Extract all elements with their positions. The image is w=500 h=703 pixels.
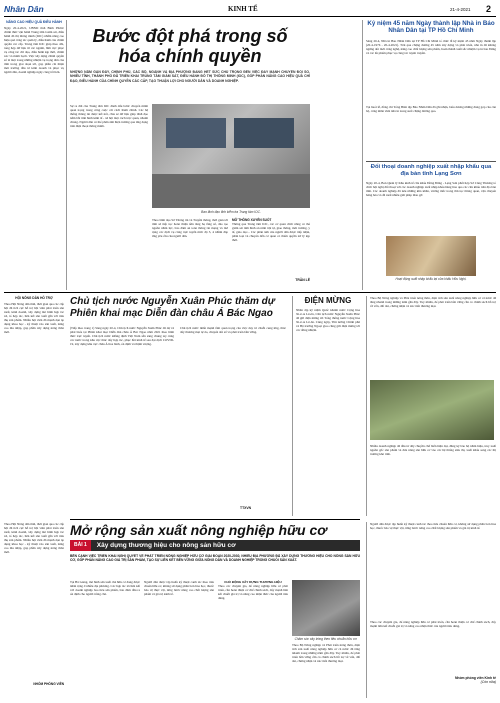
right-box-1-body-2: Tại buổi lễ, đồng chí Tổng Biên tập Báo Nhân Dân đã ghi nhận, biểu dương những đóng góp của cán bộ, công nhân viên nhà in trong suốt chặng đường qua.: [366, 104, 496, 113]
photo-desk: [152, 174, 310, 208]
left-brief: [4, 20, 64, 290]
congrats-title: ĐIỆN MỪNG: [304, 296, 352, 305]
right-box-1-body: Sáng 20-4, Nhà in Báo Nhân Dân tại TP Hồ Chí Minh tổ chức lễ kỷ niệm 45 năm Ngày thành lập (20-4-1976 - 20-4-2021). Trải qua chặng đường 45 năm xây dựng và phát triển, nhà in đã không ngừng đổi mới công nghệ, nâng cao chất lượng sản phẩm, hoàn thành xuất sắc nhiệm vụ in báo Đảng và các ấn phẩm phục vụ công tác tuyên truyền.: [366, 38, 496, 55]
middle-story: [70, 296, 286, 516]
middle-section-rule: [4, 292, 496, 293]
middle-story-body: (Tiếp theo trang 1) Sáng ngày 20-4, Chủ tịch nước Nguyễn Xuân Phúc đã dự và phát biểu tại Phiên khai mạc Diễn đàn châu Á Bác Ngao năm 2021 theo hình thức trực tuyến. Chủ tịch nước khẳng định Việt Nam sẵn sàng chung tay cùng các nước trong khu vực thúc đẩy hợp tác, phục hồi kinh tế sau đại dịch COVID-19, xây dựng khu vực châu Á hòa bình, ổn định và thịnh vượng.: [70, 326, 174, 346]
bottom-story-col3-block: [218, 580, 288, 698]
right-box-1: [366, 20, 496, 160]
masthead: [4, 4, 496, 16]
top-story-col3-block: [232, 218, 310, 290]
second-left-brief: [4, 296, 64, 516]
top-story-headline: Bước đột phá trong số hóa chính quyền: [92, 26, 288, 66]
masthead-page-number: 2: [486, 4, 492, 14]
bottom-right-column: [366, 522, 496, 698]
congrats-body: Nhân dịp kỷ niệm Quốc khánh nước Cộng hòa Xi-ê-ra Lê-ôn, Chủ tịch nước Nguyễn Xuân Phúc đã gửi điện mừng tới Tổng thống nước Cộng hòa Xi-ê-ra Lê-ôn. Cùng ngày, Thủ tướng Chính phủ và Bộ trưởng Ngoại giao cũng gửi điện mừng tới các đồng nhiệm.: [296, 308, 360, 332]
right-lower-column: [366, 296, 496, 516]
top-story-photo: [152, 104, 310, 208]
left-brief-kicker: NĂNG CAO HIỆU QUẢ ĐIỀU HÀNH: [6, 20, 62, 24]
bottom-left-kicker: NHÓM PHÓNG VIÊN: [33, 682, 64, 686]
top-story-photo-caption: Ban lãnh đạo tỉnh kiểm tra Trung tâm IOC.: [201, 210, 261, 214]
bottom-story-subtitle: Xây dựng thương hiệu cho nông sản hữu cơ: [96, 542, 236, 549]
second-left-kicker: HỘI NÔNG DÂN HỖ TRỢ: [15, 296, 53, 300]
right-lower-body-2: Nhiều doanh nghiệp đã đầu tư dây chuyền chế biến hiện đại, đăng ký bảo hộ nhãn hiệu, truy xuất nguồn gốc sản phẩm và đưa nông sản hữu cơ vào các hệ thống siêu thị, xuất khẩu sang các thị trường khó tính.: [370, 444, 496, 456]
photo-screen-panel-2: [234, 118, 294, 148]
bottom-story-author: Nhóm phóng viên Kinh tế: [454, 676, 496, 680]
top-story-col3: Thông qua Trung tâm IOC, các cơ quan chức năng có thể giám sát tình hình an ninh trật tự, giao thông, môi trường, y tế, giáo dục... Các phản ánh của người dân được tiếp nhận, phân loại và chuyển đến cơ quan có thẩm quyền xử lý kịp thời.: [232, 222, 310, 242]
bottom-story-col4: Theo Bộ Nông nghiệp và Phát triển nông thôn, diện tích sản xuất nông nghiệp hữu cơ cả nước đã tăng nhanh trong những năm gần đây. Tuy nhiên, để phát triển bền vững cần có chính sách hỗ trợ về vốn, đất đai, chứng nhận và xúc tiến thương mại.: [292, 643, 360, 663]
right-box-2-photo-caption: Hoạt động xuất nhập khẩu tại cửa khẩu Hữu Nghị.: [395, 277, 467, 281]
top-story-lead: NHỮNG NĂM GẦN ĐÂY, CHÍNH PHỦ, CÁC BỘ, NGÀNH VÀ ĐỊA PHƯƠNG ĐANG HẾT SỨC CHÚ TRỌNG ĐẾN VIỆC ĐẨY MẠNH CHUYỂN ĐỔI SỐ. NHIỀU TỈNH, THÀNH PHỐ ĐÃ TRIỂN KHAI TRUNG TÂM GIÁM SÁT, ĐIỀU HÀNH ĐÔ THỊ THÔNG MINH (IOC), GÓP PHẦN NÂNG CAO HIỆU QUẢ CHỈ ĐẠO, ĐIỀU HÀNH CỦA CHÍNH QUYỀN CÁC CẤP, TẠO THUẬN LỢI CHO NGƯỜI DÂN VÀ DOANH NGHIỆP.: [70, 70, 310, 83]
top-story-col2: Theo lãnh đạo Sở Thông tin và Truyền thông, thời gian tới tỉnh sẽ tiếp tục hoàn thiện nền tảng hạ tầng số, đào tạo nguồn nhân lực, bảo đảm an toàn thông tin mạng và mở rộng các dịch vụ công trực tuyến mức độ 3, 4 nhằm đáp ứng yêu cầu của người dân.: [152, 218, 228, 238]
left-brief-body: Ngày 20-4-2021, UBND tỉnh Bình Phước chính thức vận hành Trung tâm Giám sát, điều hành đô thị thông minh (IOC) nhằm nâng cao hiệu quả công tác quản lý, điều hành của chính quyền các cấp. Trung tâm IOC giúp theo dõi, tổng hợp dữ liệu từ các ngành, lĩnh vực phục vụ công tác chỉ đạo, điều hành kịp thời, chính xác và minh bạch. Việc xây dựng chính quyền số là một trong những nhiệm vụ trọng tâm của tỉnh trong giai đoạn tới, góp phần cải thiện môi trường đầu tư kinh doanh và phục vụ người dân, doanh nghiệp ngày càng tốt hơn.: [4, 26, 64, 74]
bottom-story-lead: BÊN CẠNH VIỆC TRIỂN KHAI NGHỊ QUYẾT VỀ PHÁT TRIỂN NÔNG NGHIỆP HỮU CƠ GIAI ĐOẠN 2020-2030, NHIỀU ĐỊA PHƯƠNG ĐÃ XÂY DỰNG THƯƠNG HIỆU CHO NÔNG SẢN HỮU CƠ, GÓP PHẦN NÂNG CAO GIÁ TRỊ SẢN PHẨM, TẠO SỰ LIÊN KẾT BỀN VỮNG GIỮA NÔNG DÂN VÀ DOANH NGHIỆP TRONG CHUỖI SẢN XUẤT.: [70, 554, 360, 563]
bottom-left-column: [4, 522, 64, 698]
right-lower-body: Theo Bộ Nông nghiệp và Phát triển nông thôn, diện tích sản xuất nông nghiệp hữu cơ cả nước đã tăng nhanh trong những năm gần đây. Tuy nhiên, để phát triển bền vững cần có chính sách hỗ trợ về vốn, đất đai, chứng nhận và xúc tiến thương mại.: [370, 296, 496, 308]
bottom-story-subhead: CHỦ ĐỘNG XÂY DỰNG THƯƠNG HIỆU: [224, 580, 282, 584]
right-sidebar-divider: [362, 20, 363, 290]
right-box-2-title: Đối thoại doanh nghiệp xuất nhập khẩu qua địa bàn tỉnh Lạng Sơn: [370, 164, 492, 177]
right-box-1-title: Kỷ niệm 45 năm Ngày thành lập Nhà in Báo Nhân Dân tại TP Hồ Chí Minh: [367, 20, 495, 35]
top-story-col1: Sự ra đời của Trung tâm IOC đánh dấu bước chuyển mình quan trọng trong công cuộc cải cách hành chính. Các hệ thống thông tin được kết nối, chia sẻ dữ liệu giúp lãnh đạo nắm bắt tình hình kinh tế - xã hội một cách trực quan, nhanh chóng. Người dân có thể phản ánh hiện trường qua ứng dụng trên điện thoại thông minh.: [70, 104, 148, 128]
bottom-story-photo-block: [292, 580, 360, 698]
bottom-story-part-band: [70, 540, 360, 551]
bottom-story-headline: Mở rộng sản xuất nông nghiệp hữu cơ: [70, 522, 327, 538]
bottom-right-body-2: Theo các chuyên gia, để nông nghiệp hữu cơ phát triển, cần hoàn thiện cơ chế chính sách, đẩy mạnh liên kết chuỗi giá trị và nâng cao nhận thức của người tiêu dùng.: [370, 620, 496, 628]
bottom-story: [70, 522, 360, 698]
bottom-story-col1: Tại Hà Giang, mô hình sản xuất chè hữu cơ đang được nhân rộng ở nhiều địa phương. Các hợp tác xã liên kết với doanh nghiệp bao tiêu sản phẩm, bảo đảm đầu ra ổn định cho người trồng chè.: [70, 580, 140, 596]
photo-screen-panel: [166, 118, 226, 148]
congrats-box: [292, 296, 360, 516]
middle-story-body-2: Chủ tịch nước nhấn mạnh tầm quan trọng của việc duy trì chuỗi cung ứng, thúc đẩy thương mại tự do, chuyển đổi số và phát triển bền vững.: [180, 326, 286, 334]
bottom-section-rule: [70, 519, 360, 520]
right-lower-photo: [370, 380, 494, 440]
right-box-2-photo: [386, 236, 476, 276]
masthead-paper-name: Nhân Dân: [4, 4, 44, 14]
masthead-date: 21-4-2021: [450, 7, 471, 12]
right-box-2-body: Ngày 20-4, Ban Quản lý Khu kinh tế cửa khẩu Đồng Đăng - Lạng Sơn phối hợp Sở Công Thương tổ chức hội nghị đối thoại với các doanh nghiệp xuất nhập khẩu hàng hóa qua các cửa khẩu trên địa bàn tỉnh. Các doanh nghiệp đã nêu những khó khăn, vướng mắc trong thủ tục thông quan, vận chuyển hàng hóa và đề xuất nhiều giải pháp tháo gỡ.: [366, 181, 496, 197]
right-box-2: [366, 164, 496, 290]
bottom-story-photo: [292, 580, 360, 636]
middle-story-headline-1: Chủ tịch nước Nguyễn Xuân Phúc thăm dự: [70, 296, 275, 307]
bottom-story-col3: Theo các chuyên gia, để nông nghiệp hữu cơ phát triển, cần hoàn thiện cơ chế chính sách, đẩy mạnh liên kết chuỗi giá trị và nâng cao nhận thức của người tiêu dùng.: [218, 584, 288, 600]
bottom-story-part: BÀI 1: [70, 540, 91, 551]
bottom-right-body: Người dân được tập huấn kỹ thuật canh tác theo tiêu chuẩn hữu cơ, không sử dụng phân bón hóa học, thuốc bảo vệ thực vật, từng bước nâng cao chất lượng sản phẩm và giá trị kinh tế.: [370, 522, 496, 530]
top-story: [70, 20, 310, 290]
masthead-section: KINH TẾ: [228, 5, 258, 13]
masthead-rule: [4, 16, 496, 17]
bottom-left-body: Theo Hội Nông dân tỉnh, thời gian qua các cấp hội đã tích cực hỗ trợ hội viên phát triển sản xuất, kinh doanh, xây dựng mô hình hợp tác xã, tổ hợp tác, liên kết sản xuất gắn với tiêu thụ sản phẩm. Nhiều hội viên đã mạnh dạn áp dụng khoa học - kỹ thuật vào sản xuất, nâng cao thu nhập, góp phần xây dựng nông thôn mới.: [4, 522, 64, 554]
bottom-story-col2: Người dân được tập huấn kỹ thuật canh tác theo tiêu chuẩn hữu cơ, không sử dụng phân bón hóa học, thuốc bảo vệ thực vật, từng bước nâng cao chất lượng sản phẩm và giá trị kinh tế.: [144, 580, 214, 596]
right-box-separator: [366, 161, 496, 162]
second-left-body: Theo Hội Nông dân tỉnh, thời gian qua các cấp hội đã tích cực hỗ trợ hội viên phát triển sản xuất, kinh doanh, xây dựng mô hình hợp tác xã, tổ hợp tác, liên kết sản xuất gắn với tiêu thụ sản phẩm. Nhiều hội viên đã mạnh dạn áp dụng khoa học - kỹ thuật vào sản xuất, nâng cao thu nhập, góp phần xây dựng nông thôn mới.: [4, 302, 64, 334]
bottom-story-continues: (Còn nữa): [480, 680, 496, 684]
bottom-story-photo-caption: Chăm sóc cây trồng theo tiêu chuẩn hữu cơ.: [294, 637, 358, 641]
top-story-subhead: MỞ THÔNG XUYÊN SUỐT: [232, 218, 272, 222]
middle-story-author: TTXVN: [240, 506, 252, 510]
middle-story-headline-2: Phiên khai mạc Diễn đàn châu Á Bác Ngao: [70, 308, 273, 319]
top-story-author: TRẦN LÊ: [295, 278, 310, 282]
left-column-divider: [66, 20, 67, 290]
